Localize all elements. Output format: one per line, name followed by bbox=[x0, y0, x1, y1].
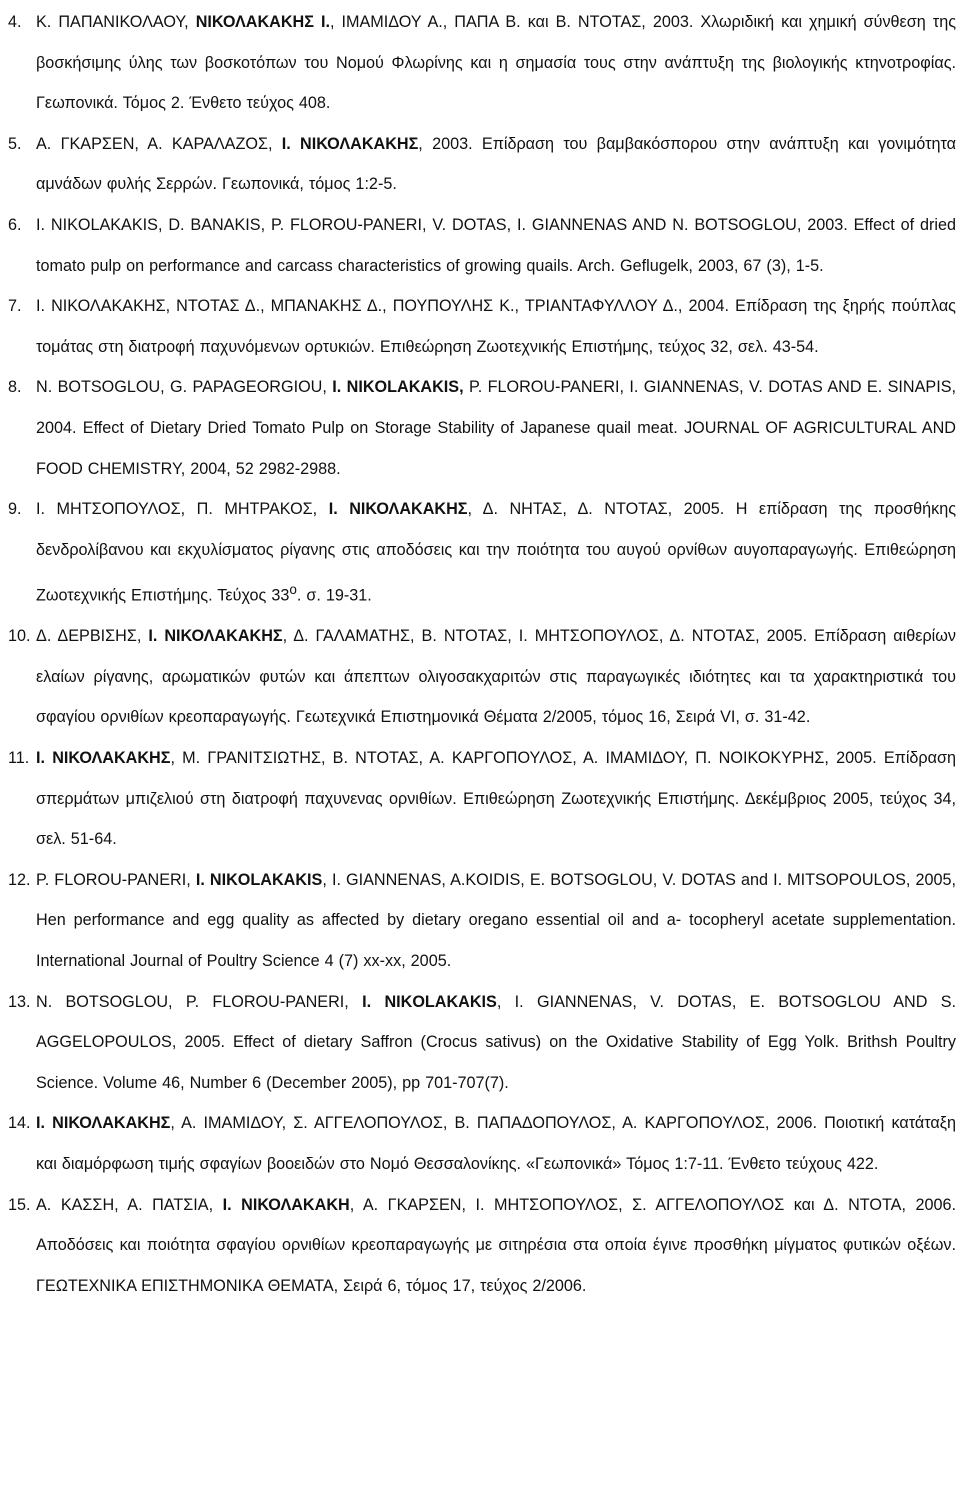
reference-number: 12. bbox=[8, 870, 31, 889]
reference-text bbox=[36, 982, 956, 1104]
reference-item bbox=[8, 982, 956, 1104]
reference-item bbox=[8, 124, 956, 205]
highlighted-author: Ι. ΝΙΚΟΛΑΚΑΚΗΣ bbox=[36, 749, 171, 768]
reference-text bbox=[36, 2, 956, 124]
reference-list bbox=[8, 2, 956, 1306]
highlighted-author: I. NIKOLAKAKIS, bbox=[332, 378, 464, 397]
reference-segment: , 2003. Επίδραση του βαμβακόσπορου στην ανάπτυξη και γονιμότητα αμνάδων φυλής Σερρών. Γεωπονικά, τόμος 1:2-5. bbox=[36, 134, 956, 194]
highlighted-author: I. NIKOLAKAKIS bbox=[195, 870, 323, 889]
reference-segment: , ΙΜΑΜΙΔΟΥ Α., ΠΑΠΑ Β. και Β. ΝΤΟΤΑΣ, 2003. Χλωριδική και χημική σύνθεση της βοσκήσιμης ύλης των βοσκοτόπων του Νομού Φλωρίνης και η σημασία τους στην ανάπτυξη της βιολογικής κτηνοτροφίας. Γεωπονικά. Τόμος 2. Ένθετο τεύχος 408. bbox=[36, 13, 956, 113]
superscript-text: ο bbox=[289, 582, 297, 598]
reference-text bbox=[36, 738, 956, 860]
reference-item bbox=[8, 738, 956, 860]
highlighted-author: Ι. ΝΙΚΟΛΑΚΑΚΗΣ bbox=[281, 134, 419, 153]
reference-number: 14. bbox=[8, 1114, 31, 1133]
highlighted-author: I. NIKOLAKAKIS bbox=[362, 992, 497, 1011]
reference-segment: , Δ. ΓΑΛΑΜΑΤΗΣ, Β. ΝΤΟΤΑΣ, Ι. ΜΗΤΣΟΠΟΥΛΟΣ, Δ. ΝΤΟΤΑΣ, 2005. Επίδραση αιθερίων ελαίων ρίγανης, αρωματικών φυτών και άπεπτων ολιγοσακχαριτών στις παραγωγικές ιδιότητες και τα χαρακτηριστικά του σφαγίου ορνιθίων κρεοπαραγωγής. Γεωτεχνικά Επιστημονικά Θέματα 2/2005, τόμος 16, Σειρά VI, σ. 31-42. bbox=[36, 627, 956, 727]
reference-item bbox=[8, 616, 956, 738]
reference-item bbox=[8, 1185, 956, 1307]
reference-item bbox=[8, 205, 956, 286]
reference-item bbox=[8, 489, 956, 616]
reference-number: 11. bbox=[8, 749, 30, 768]
reference-text bbox=[36, 489, 956, 616]
reference-number: 15. bbox=[8, 1195, 31, 1214]
reference-segment: P. FLOROU-PANERI, bbox=[36, 870, 196, 889]
reference-segment: Κ. ΠΑΠΑΝΙΚΟΛΑΟΥ, bbox=[36, 13, 196, 31]
reference-segment: , Μ. ΓΡΑΝΙΤΣΙΩΤΗΣ, Β. ΝΤΟΤΑΣ, Α. ΚΑΡΓΟΠΟΥΛΟΣ, Α. ΙΜΑΜΙΔΟΥ, Π. ΝΟΙΚΟΚΥΡΗΣ, 2005. Επίδραση σπερμάτων μπιζελιού στη διατροφή παχυνενας ορνιθίων. Επιθεώρηση Ζωοτεχνικής Επιστήμης. Δεκέμβριος 2005, τεύχος 34, σελ. 51-64. bbox=[36, 749, 956, 849]
reference-text bbox=[36, 860, 956, 982]
highlighted-author: Ι. ΝΙΚΟΛΑΚΑΚΗΣ bbox=[36, 1114, 171, 1133]
reference-number: 7. bbox=[8, 297, 22, 316]
reference-segment: , I. GIANNENAS, A.KOIDIS, E. BOTSOGLOU, V. DOTAS and I. MITSOPOULOS, 2005, Hen performance and egg quality as affected by dietary oregano essential oil and a- tocopheryl acetate supplementation. International Journal of Poultry Science 4 (7) xx-xx, 2005. bbox=[36, 870, 957, 971]
reference-segment: Ι. ΝΙΚΟΛΑΚΑΚΗΣ, ΝΤΟΤΑΣ Δ., ΜΠΑΝΑΚΗΣ Δ., ΠΟΥΠΟΥΛΗΣ Κ., ΤΡΙΑΝΤΑΦΥΛΛΟΥ Δ., 2004. Επίδραση της ξηρής πούπλας τομάτας στη διατροφή παχυνόμενων ορτυκιών. Επιθεώρηση Ζωοτεχνικής Επιστήμης, τεύχος 32, σελ. 43-54. bbox=[36, 297, 956, 356]
reference-item bbox=[8, 367, 956, 489]
reference-segment: Α. ΚΑΣΣΗ, Α. ΠΑΤΣΙΑ, bbox=[36, 1195, 223, 1214]
reference-text bbox=[36, 1185, 956, 1307]
reference-segment: Ι. ΜΗΤΣΟΠΟΥΛΟΣ, Π. ΜΗΤΡΑΚΟΣ, bbox=[36, 500, 329, 519]
reference-segment: N. BOTSOGLOU, G. PAPAGEORGIOU, bbox=[36, 378, 333, 397]
reference-text bbox=[36, 205, 956, 286]
highlighted-author: Ι. ΝΙΚΟΛΑΚΑΚΗΣ bbox=[148, 627, 283, 646]
reference-segment: , I. GIANNENAS, V. DOTAS, E. BOTSOGLOU AND S. AGGELOPOULOS, 2005. Effect of dietary Saffron (Crocus sativus) on the Oxidative Stability of Egg Yolk. Brithsh Poultry Science. Volume 46, Number 6 (December 2005), pp 701-707(7). bbox=[36, 992, 957, 1092]
reference-segment: Δ. ΔΕΡΒΙΣΗΣ, bbox=[36, 627, 149, 646]
reference-item bbox=[8, 286, 956, 367]
reference-segment: , Δ. ΝΗΤΑΣ, Δ. ΝΤΟΤΑΣ, 2005. Η επίδραση της προσθήκης δενδρολίβανου και εκχυλίσματος ρίγανης στις αποδόσεις και την ποιότητα του αυγού ορνίθων αυγοπαραγωγής. Επιθεώρηση Ζωοτεχνικής Επιστήμης. Τεύχος 33 bbox=[36, 500, 956, 605]
reference-text bbox=[36, 1103, 956, 1184]
reference-segment: Ι. NIKOLAKAKIS, D. BANAKIS, P. FLOROU-PANERI, V. DOTAS, I. GIANNENAS AND N. BOTSOGLOU, 2003. Effect of dried tomato pulp on performance and carcass characteristics of growing quails. Arch. Geflugelk, 2003, 67 (3), 1-5. bbox=[36, 215, 956, 275]
reference-number: 8. bbox=[8, 378, 22, 397]
reference-segment: N. BOTSOGLOU, P. FLOROU-PANERI, bbox=[36, 992, 363, 1011]
reference-segment: P. FLOROU-PANERI, I. GIANNENAS, V. DOTAS AND E. SINAPIS, 2004. Effect of Dietary Dried Tomato Pulp on Storage Stability of Japanese quail meat. JOURNAL OF AGRICULTURAL AND FOOD CHEMISTRY, 2004, 52 2982-2988. bbox=[36, 378, 956, 478]
reference-number: 9. bbox=[8, 500, 22, 519]
reference-item bbox=[8, 1103, 956, 1184]
highlighted-author: Ι. ΝΙΚΟΛΑΚΑΚΗ bbox=[222, 1195, 350, 1214]
reference-text bbox=[36, 124, 956, 205]
highlighted-author: ΝΙΚΟΛΑΚΑΚΗΣ Ι. bbox=[195, 13, 330, 31]
reference-number: 5. bbox=[8, 134, 22, 153]
highlighted-author: Ι. ΝΙΚΟΛΑΚΑΚΗΣ bbox=[328, 500, 468, 519]
reference-segment: . σ. 19-31. bbox=[296, 586, 372, 605]
reference-number: 13. bbox=[8, 992, 31, 1011]
reference-text bbox=[36, 616, 956, 738]
reference-text bbox=[36, 367, 956, 489]
reference-number: 4. bbox=[8, 13, 22, 31]
reference-segment: , Α. ΙΜΑΜΙΔΟΥ, Σ. ΑΓΓΕΛΟΠΟΥΛΟΣ, Β. ΠΑΠΑΔΟΠΟΥΛΟΣ, Α. ΚΑΡΓΟΠΟΥΛΟΣ, 2006. Ποιοτική κατάταξη και διαμόρφωση τιμής σφαγίων βοοειδών στο Νομό Θεσσαλονίκης. «Γεωπονικά» Τόμος 1:7-11. Ένθετο τεύχους 422. bbox=[36, 1114, 956, 1174]
reference-segment: , Α. ΓΚΑΡΣΕΝ, Ι. ΜΗΤΣΟΠΟΥΛΟΣ, Σ. ΑΓΓΕΛΟΠΟΥΛΟΣ και Δ. ΝΤΟΤΑ, 2006. Αποδόσεις και ποιότητα σφαγίου ορνιθίων κρεοπαραγωγής με σιτηρέσια στα οποία έγινε προσθήκη μίγματος φυτικών οξέων. ΓΕΩΤΕΧΝΙΚΑ ΕΠΙΣΤΗΜΟΝΙΚΑ ΘΕΜΑΤΑ, Σειρά 6, τόμος 17, τεύχος 2/2006. bbox=[36, 1195, 957, 1295]
reference-number: 10. bbox=[8, 627, 31, 646]
reference-text bbox=[36, 286, 956, 367]
reference-segment: Α. ΓΚΑΡΣΕΝ, Α. ΚΑΡΑΛΑΖΟΣ, bbox=[36, 134, 282, 153]
reference-number: 6. bbox=[8, 215, 22, 234]
reference-item bbox=[8, 860, 956, 982]
reference-item bbox=[8, 2, 956, 124]
